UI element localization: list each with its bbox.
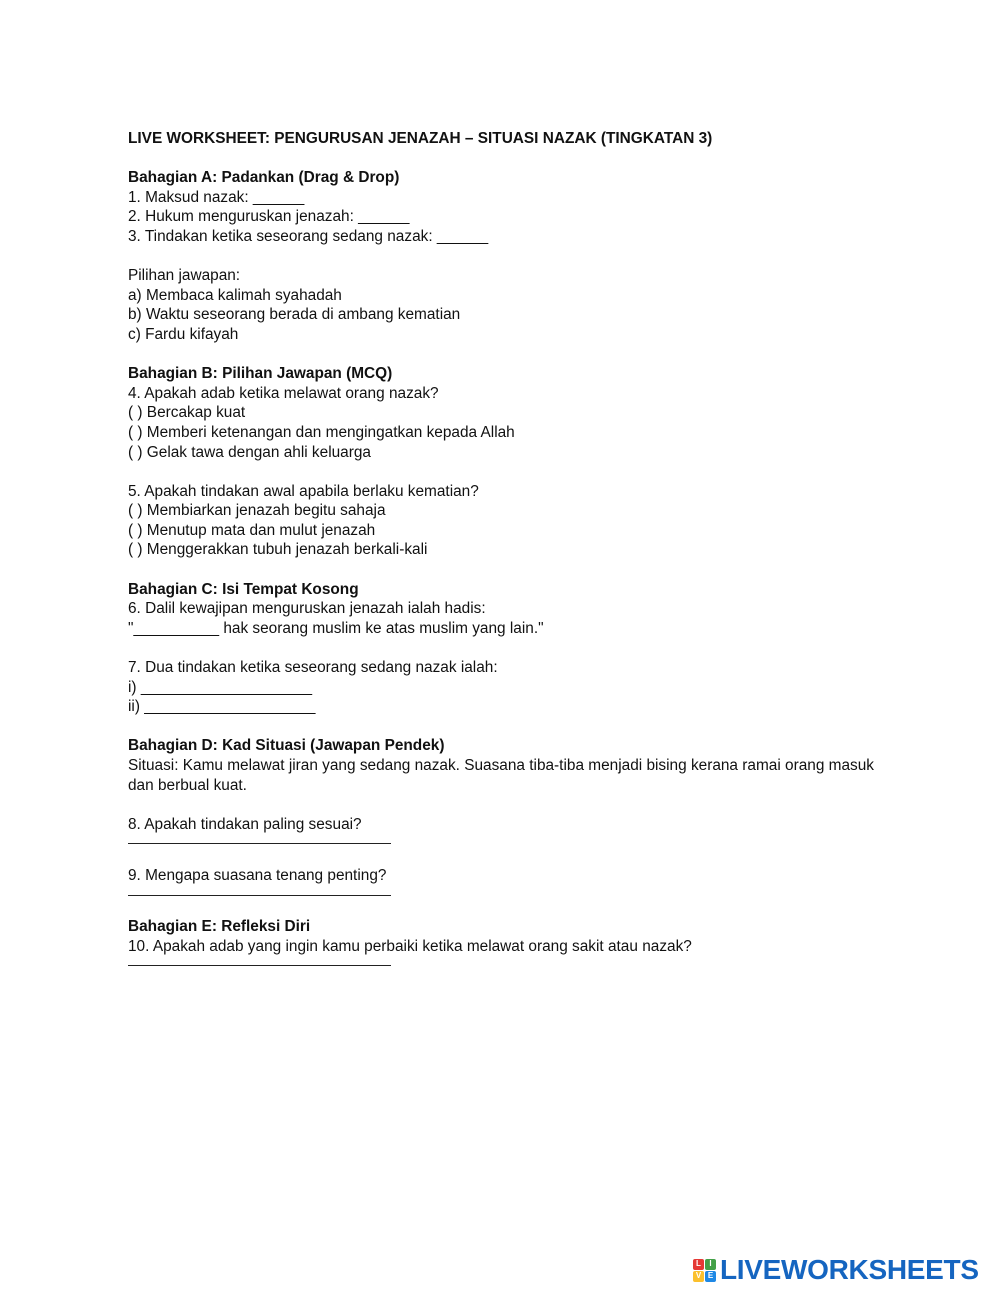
question-2: 2. Hukum menguruskan jenazah: ______ xyxy=(128,208,410,226)
question-4-choice-2[interactable]: ( ) Memberi ketenangan dan mengingatkan kepada Allah xyxy=(128,423,515,441)
question-9: 9. Mengapa suasana tenang penting? xyxy=(128,866,387,884)
question-10: 10. Apakah adab yang ingin kamu perbaiki ketika melawat orang sakit atau nazak? xyxy=(128,937,692,955)
worksheet-title: LIVE WORKSHEET: PENGURUSAN JENAZAH – SITUASI NAZAK (TINGKATAN 3) xyxy=(128,130,713,147)
section-d-heading: Bahagian D: Kad Situasi (Jawapan Pendek) xyxy=(128,737,445,755)
question-4: 4. Apakah adab ketika melawat orang nazak? xyxy=(128,384,439,402)
logo-wordmark: LIVEWORKSHEETS xyxy=(720,1254,979,1285)
question-6: 6. Dalil kewajipan menguruskan jenazah ialah hadis: xyxy=(128,600,486,618)
logo-badge-letter: E xyxy=(705,1271,716,1282)
question-4-choice-3[interactable]: ( ) Gelak tawa dengan ahli keluarga xyxy=(128,443,371,461)
question-5-choice-3[interactable]: ( ) Menggerakkan tubuh jenazah berkali-kali xyxy=(128,541,428,559)
question-9-answer-line[interactable] xyxy=(128,895,391,896)
logo-badge-letter: I xyxy=(705,1259,716,1270)
logo-badge-letter: L xyxy=(693,1259,704,1270)
section-b-heading: Bahagian B: Pilihan Jawapan (MCQ) xyxy=(128,365,393,383)
option-a: a) Membaca kalimah syahadah xyxy=(128,286,342,304)
worksheet-document xyxy=(128,129,888,968)
liveworksheets-logo xyxy=(693,1255,979,1285)
logo-badge-letter: V xyxy=(693,1271,704,1282)
question-6-quote[interactable]: "__________ hak seorang muslim ke atas muslim yang lain." xyxy=(128,619,544,637)
question-10-answer-line[interactable] xyxy=(128,965,391,966)
question-8-answer-line[interactable] xyxy=(128,843,391,844)
question-7: 7. Dua tindakan ketika seseorang sedang nazak ialah: xyxy=(128,659,498,677)
question-7-answer-i[interactable]: i) ____________________ xyxy=(128,678,313,696)
option-c: c) Fardu kifayah xyxy=(128,325,239,343)
question-5-choice-2[interactable]: ( ) Menutup mata dan mulut jenazah xyxy=(128,521,376,539)
situation-text: Situasi: Kamu melawat jiran yang sedang nazak. Suasana tiba-tiba menjadi bising kerana ramai orang masuk dan berbual kuat. xyxy=(128,757,875,794)
section-a-heading: Bahagian A: Padankan (Drag & Drop) xyxy=(128,169,400,187)
options-label: Pilihan jawapan: xyxy=(128,267,241,285)
logo-badge-icon xyxy=(693,1259,716,1282)
question-3: 3. Tindakan ketika seseorang sedang nazak: ______ xyxy=(128,227,489,245)
question-8: 8. Apakah tindakan paling sesuai? xyxy=(128,815,362,833)
question-5-choice-1[interactable]: ( ) Membiarkan jenazah begitu sahaja xyxy=(128,502,386,520)
section-e-heading: Bahagian E: Refleksi Diri xyxy=(128,918,311,936)
section-c-heading: Bahagian C: Isi Tempat Kosong xyxy=(128,580,359,598)
question-5: 5. Apakah tindakan awal apabila berlaku kematian? xyxy=(128,482,479,500)
question-1: 1. Maksud nazak: ______ xyxy=(128,188,305,206)
option-b: b) Waktu seseorang berada di ambang kematian xyxy=(128,306,461,324)
question-7-answer-ii[interactable]: ii) ____________________ xyxy=(128,698,316,716)
question-4-choice-1[interactable]: ( ) Bercakap kuat xyxy=(128,404,246,422)
